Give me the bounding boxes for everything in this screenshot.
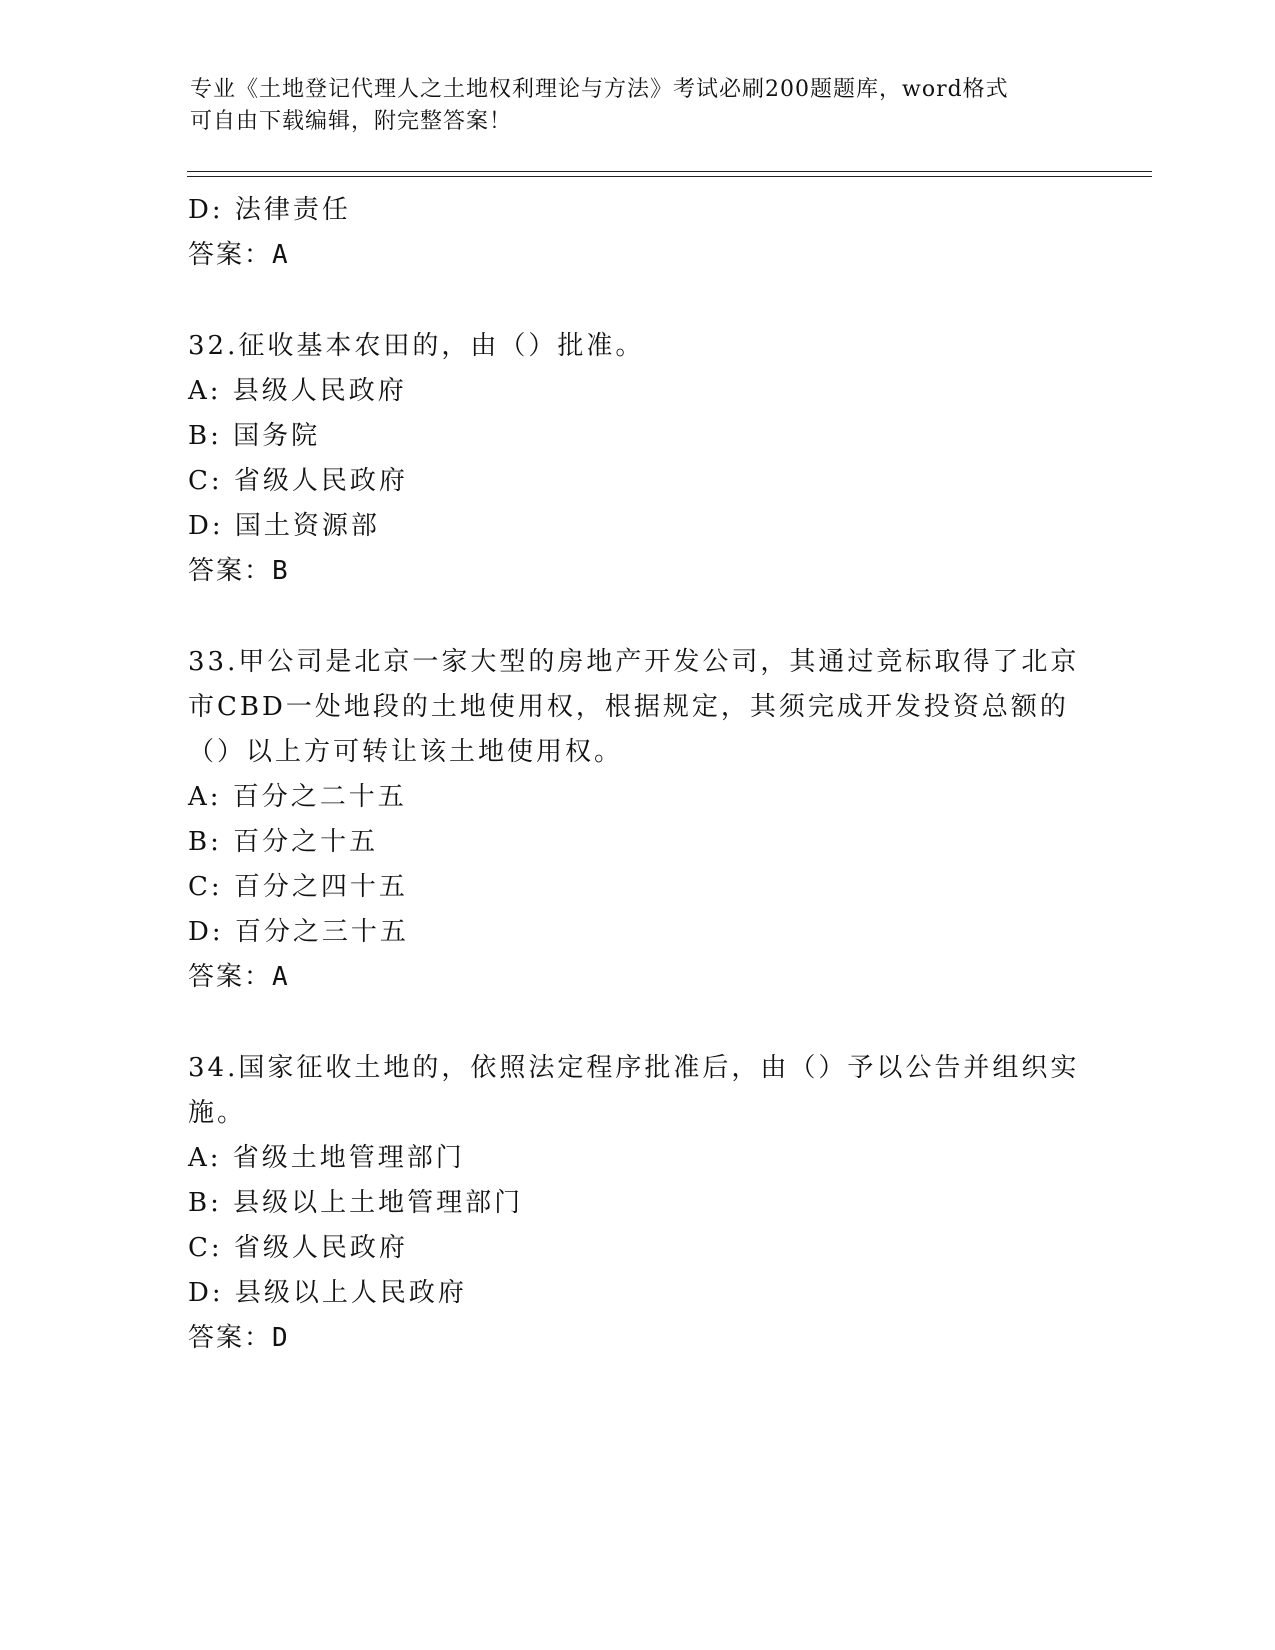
option-a: A: 省级土地管理部门	[188, 1143, 465, 1173]
answer-label: 答案：	[188, 556, 273, 586]
spacer	[188, 1000, 1088, 1046]
answer-value: A	[272, 962, 288, 992]
option-d: D: 国土资源部	[188, 511, 380, 541]
header-line-2: 可自由下载编辑，附完整答案！	[190, 109, 513, 134]
option-d: D: 县级以上人民政府	[188, 1278, 467, 1308]
header-divider-top	[187, 171, 1152, 172]
option-c: C: 省级人民政府	[188, 466, 408, 496]
question-block-33	[188, 640, 1088, 1000]
question-stem-line-1: 34.国家征收土地的，依照法定程序批准后，由（）予以公告并组织实	[188, 1053, 1080, 1083]
answer-value: B	[272, 556, 288, 586]
answer-line	[188, 549, 1088, 594]
question-content	[188, 188, 1088, 1361]
question-block-34	[188, 1046, 1088, 1361]
spacer	[188, 278, 1088, 324]
question-stem-line-2: 施。	[188, 1098, 247, 1128]
answer-label: 答案：	[188, 240, 273, 270]
answer-label: 答案：	[188, 962, 273, 992]
option-b: B: 国务院	[188, 421, 321, 451]
option-a: A: 百分之二十五	[188, 782, 407, 812]
header-divider-bottom	[187, 176, 1152, 177]
answer-label: 答案：	[188, 1323, 273, 1353]
question-stem-line-1: 33.甲公司是北京一家大型的房地产开发公司，其通过竞标取得了北京	[188, 647, 1080, 677]
option-d: D: 百分之三十五	[188, 917, 409, 947]
option-b: B: 百分之十五	[188, 827, 379, 857]
option-a: A: 县级人民政府	[188, 376, 407, 406]
option-c: C: 省级人民政府	[188, 1233, 408, 1263]
question-stem: 32.征收基本农田的，由（）批准。	[188, 331, 645, 361]
question-block-32	[188, 324, 1088, 594]
carryover-option-d: D: 法律责任	[188, 195, 351, 225]
question-stem-line-3: （）以上方可转让该土地使用权。	[188, 737, 624, 767]
option-c: C: 百分之四十五	[188, 872, 408, 902]
answer-line	[188, 955, 1088, 1000]
answer-line	[188, 1316, 1088, 1361]
answer-value: A	[272, 240, 288, 270]
spacer	[188, 594, 1088, 640]
header-line-1: 专业《土地登记代理人之土地权利理论与方法》考试必刷200题题库，word格式	[190, 77, 1009, 102]
carryover-answer	[188, 233, 1088, 278]
option-b: B: 县级以上土地管理部门	[188, 1188, 524, 1218]
answer-value: D	[272, 1323, 288, 1353]
question-stem-line-2: 市CBD一处地段的土地使用权，根据规定，其须完成开发投资总额的	[188, 692, 1069, 722]
document-header	[190, 74, 1070, 138]
